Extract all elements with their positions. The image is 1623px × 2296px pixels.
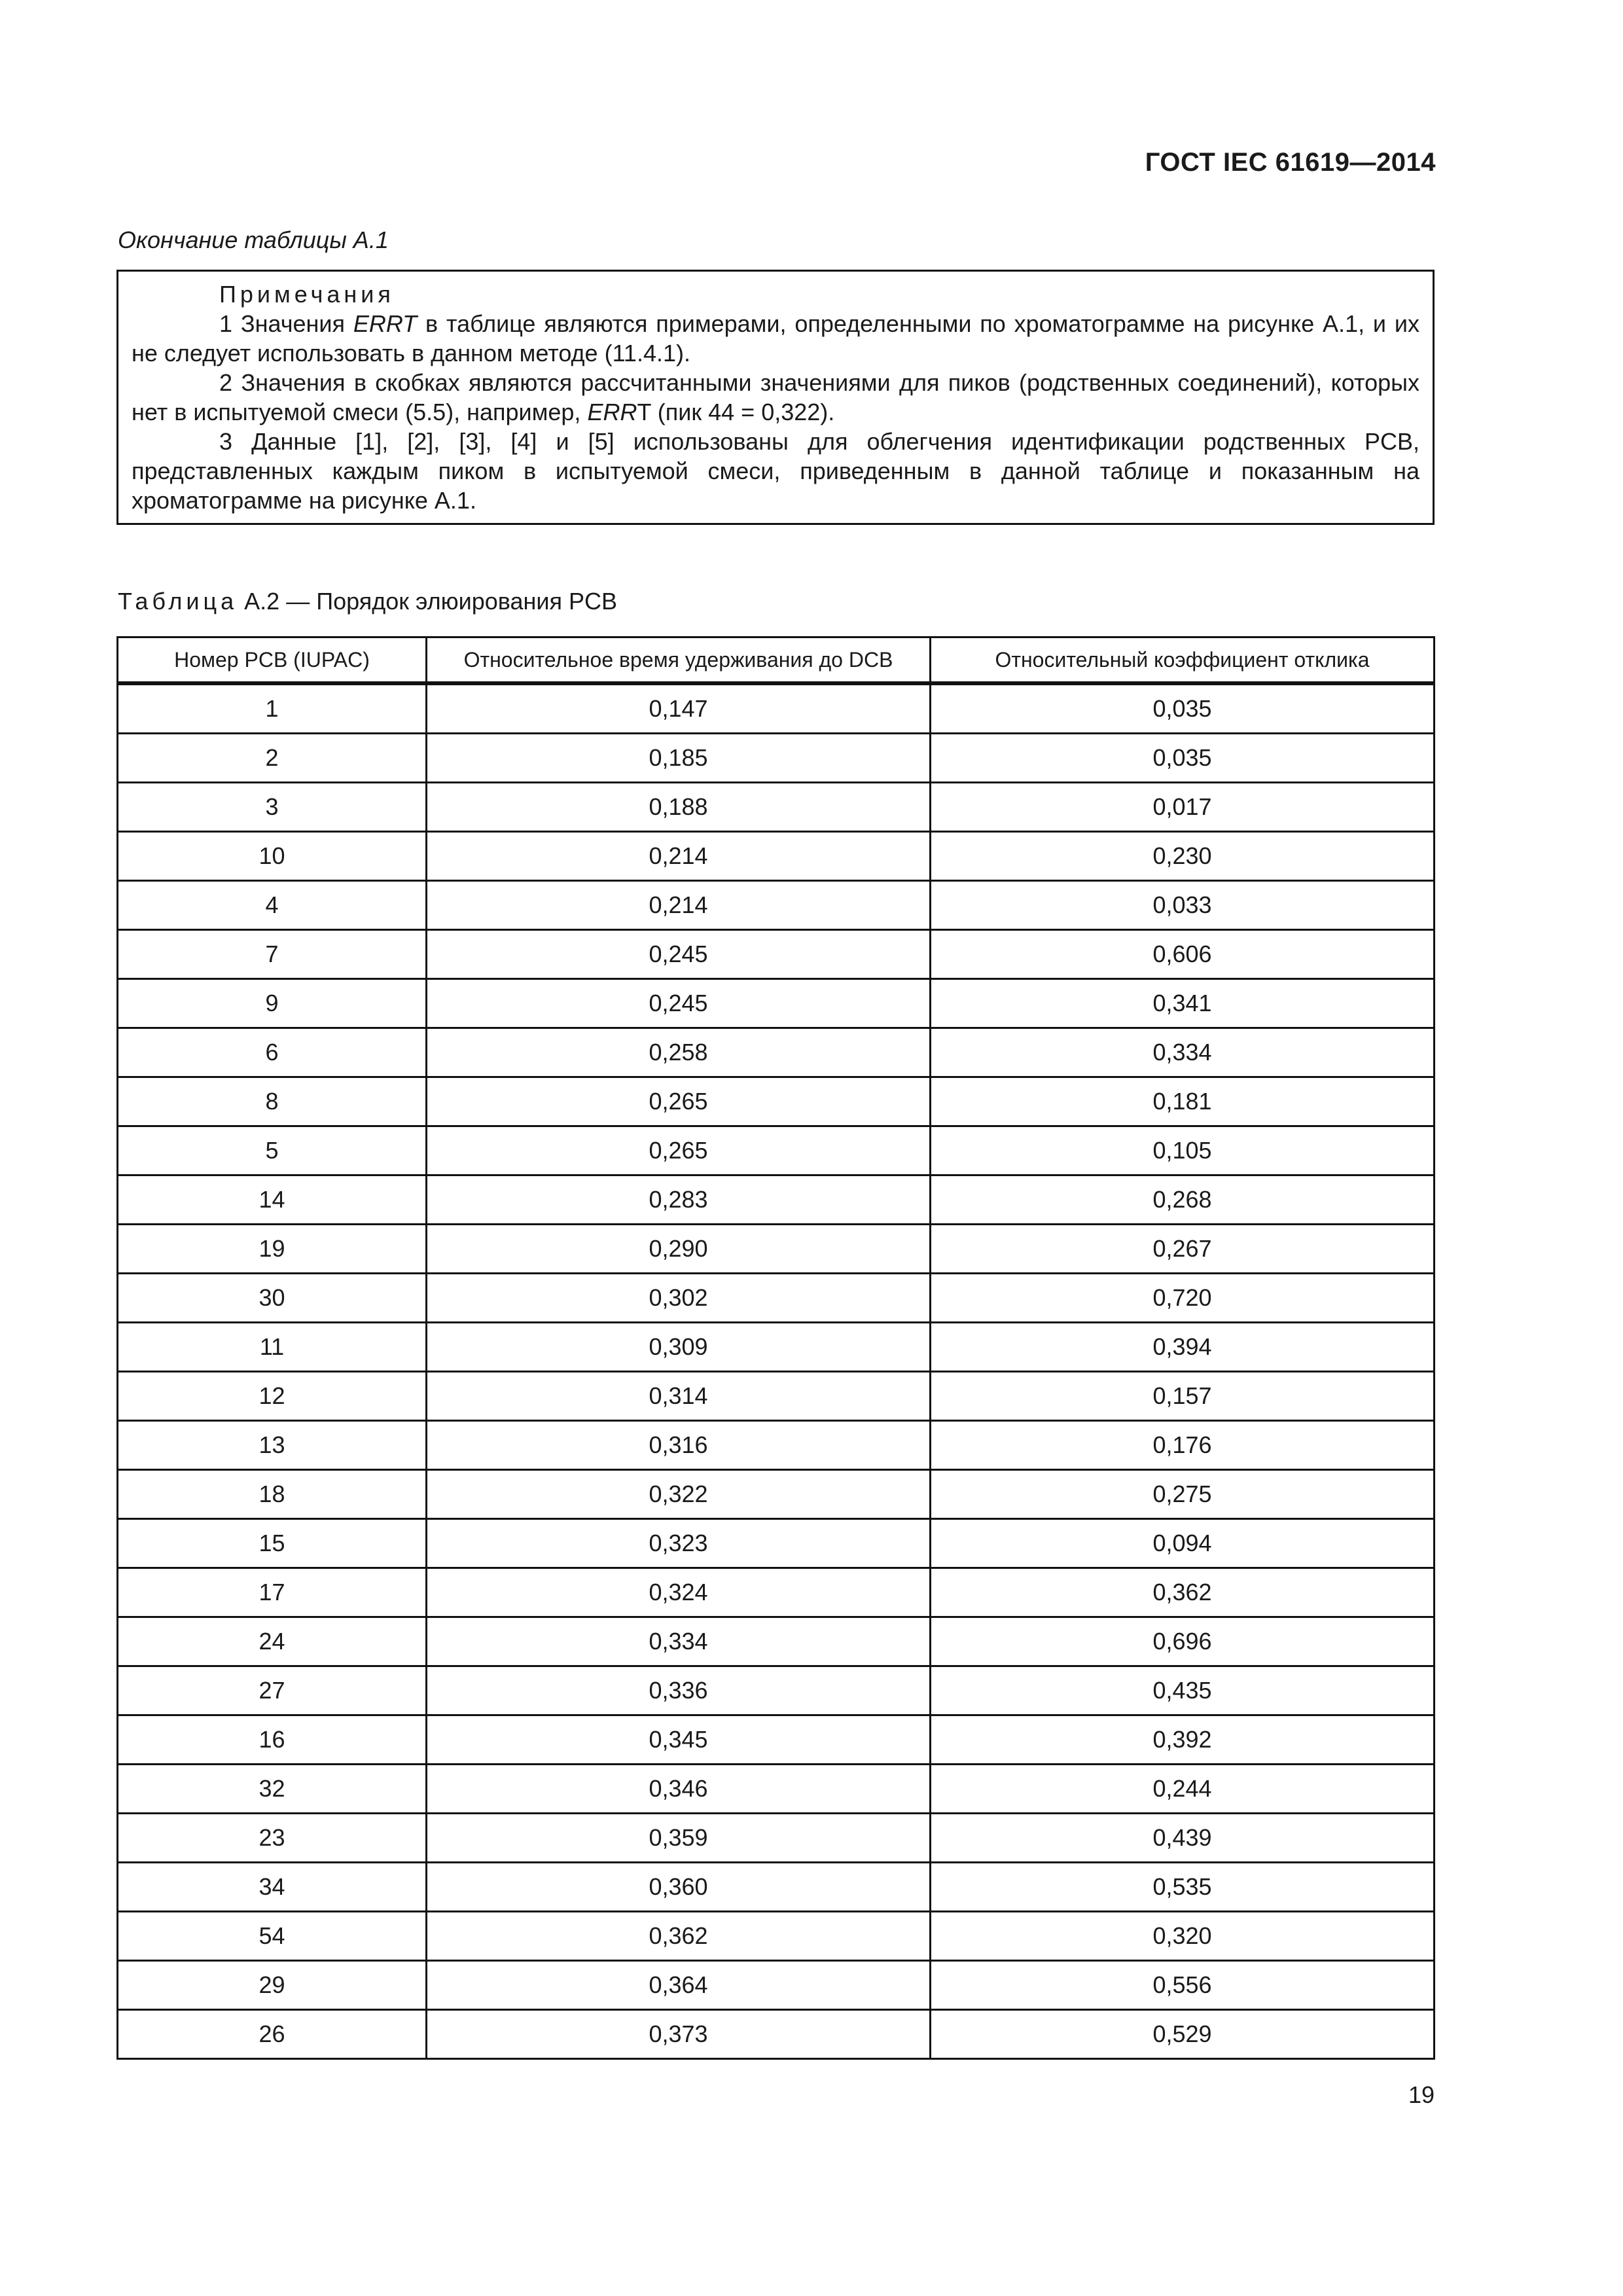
cell-response-factor: 0,230 xyxy=(931,832,1435,881)
note-item xyxy=(132,368,1419,427)
cell-pcb-number: 54 xyxy=(118,1912,427,1961)
table-row xyxy=(118,1715,1435,1765)
note-text: Данные [1], [2], [3], [4] и [5] использованы для облегчения идентификации родственных PCB, представленных каждым пиком в испытуемой смеси, приведенным в данной таблице и показанным на хроматограмме на рисунке А.1. xyxy=(132,428,1419,514)
cell-response-factor: 0,267 xyxy=(931,1225,1435,1274)
table-row xyxy=(118,1912,1435,1961)
table-row xyxy=(118,734,1435,783)
table-row xyxy=(118,783,1435,832)
cell-retention-time: 0,364 xyxy=(427,1961,931,2010)
cell-pcb-number: 27 xyxy=(118,1666,427,1715)
table-header-row xyxy=(118,637,1435,684)
cell-retention-time: 0,324 xyxy=(427,1568,931,1617)
cell-pcb-number: 14 xyxy=(118,1175,427,1225)
cell-retention-time: 0,346 xyxy=(427,1765,931,1814)
cell-response-factor: 0,017 xyxy=(931,783,1435,832)
cell-response-factor: 0,529 xyxy=(931,2010,1435,2059)
cell-response-factor: 0,268 xyxy=(931,1175,1435,1225)
cell-pcb-number: 23 xyxy=(118,1814,427,1863)
cell-response-factor: 0,094 xyxy=(931,1519,1435,1568)
cell-retention-time: 0,345 xyxy=(427,1715,931,1765)
cell-response-factor: 0,176 xyxy=(931,1421,1435,1470)
table-body xyxy=(118,683,1435,2059)
cell-retention-time: 0,245 xyxy=(427,930,931,979)
cell-pcb-number: 10 xyxy=(118,832,427,881)
cell-response-factor: 0,341 xyxy=(931,979,1435,1028)
standard-designation: ГОСТ IEC 61619—2014 xyxy=(1145,148,1436,177)
cell-response-factor: 0,334 xyxy=(931,1028,1435,1077)
cell-pcb-number: 32 xyxy=(118,1765,427,1814)
cell-retention-time: 0,185 xyxy=(427,734,931,783)
cell-retention-time: 0,373 xyxy=(427,2010,931,2059)
cell-pcb-number: 5 xyxy=(118,1126,427,1175)
cell-retention-time: 0,359 xyxy=(427,1814,931,1863)
cell-pcb-number: 12 xyxy=(118,1372,427,1421)
cell-retention-time: 0,360 xyxy=(427,1863,931,1912)
note-term: ERRT xyxy=(353,310,418,337)
table-row xyxy=(118,1617,1435,1666)
cell-response-factor: 0,244 xyxy=(931,1765,1435,1814)
table-row xyxy=(118,1470,1435,1519)
note-text-continued: T (пик 44 = 0,322). xyxy=(637,399,835,425)
note-term: ERR xyxy=(587,399,637,425)
cell-pcb-number: 2 xyxy=(118,734,427,783)
cell-retention-time: 0,316 xyxy=(427,1421,931,1470)
cell-retention-time: 0,334 xyxy=(427,1617,931,1666)
table-row xyxy=(118,979,1435,1028)
table-row xyxy=(118,1323,1435,1372)
cell-retention-time: 0,336 xyxy=(427,1666,931,1715)
notes-box xyxy=(116,270,1435,525)
cell-retention-time: 0,214 xyxy=(427,881,931,930)
cell-retention-time: 0,258 xyxy=(427,1028,931,1077)
cell-pcb-number: 1 xyxy=(118,683,427,734)
cell-response-factor: 0,696 xyxy=(931,1617,1435,1666)
cell-retention-time: 0,302 xyxy=(427,1274,931,1323)
cell-pcb-number: 15 xyxy=(118,1519,427,1568)
cell-retention-time: 0,322 xyxy=(427,1470,931,1519)
table-row xyxy=(118,881,1435,930)
cell-retention-time: 0,188 xyxy=(427,783,931,832)
cell-pcb-number: 17 xyxy=(118,1568,427,1617)
cell-response-factor: 0,035 xyxy=(931,683,1435,734)
table-caption-word: Таблица xyxy=(118,588,238,615)
cell-pcb-number: 13 xyxy=(118,1421,427,1470)
cell-pcb-number: 3 xyxy=(118,783,427,832)
table-row xyxy=(118,1175,1435,1225)
cell-response-factor: 0,320 xyxy=(931,1912,1435,1961)
cell-pcb-number: 11 xyxy=(118,1323,427,1372)
cell-response-factor: 0,157 xyxy=(931,1372,1435,1421)
cell-pcb-number: 18 xyxy=(118,1470,427,1519)
cell-pcb-number: 4 xyxy=(118,881,427,930)
table-row xyxy=(118,1274,1435,1323)
table-row xyxy=(118,1863,1435,1912)
cell-retention-time: 0,309 xyxy=(427,1323,931,1372)
table-row xyxy=(118,832,1435,881)
cell-pcb-number: 24 xyxy=(118,1617,427,1666)
table-row xyxy=(118,1814,1435,1863)
cell-response-factor: 0,606 xyxy=(931,930,1435,979)
table-row xyxy=(118,1372,1435,1421)
table-continuation-label: Окончание таблицы А.1 xyxy=(118,226,389,253)
cell-pcb-number: 16 xyxy=(118,1715,427,1765)
cell-retention-time: 0,214 xyxy=(427,832,931,881)
table-row xyxy=(118,1421,1435,1470)
cell-response-factor: 0,435 xyxy=(931,1666,1435,1715)
cell-retention-time: 0,362 xyxy=(427,1912,931,1961)
cell-response-factor: 0,392 xyxy=(931,1715,1435,1765)
note-item xyxy=(132,427,1419,515)
cell-pcb-number: 26 xyxy=(118,2010,427,2059)
cell-retention-time: 0,245 xyxy=(427,979,931,1028)
cell-response-factor: 0,181 xyxy=(931,1077,1435,1126)
cell-response-factor: 0,362 xyxy=(931,1568,1435,1617)
cell-retention-time: 0,314 xyxy=(427,1372,931,1421)
cell-retention-time: 0,290 xyxy=(427,1225,931,1274)
table-row xyxy=(118,1225,1435,1274)
table-row xyxy=(118,1568,1435,1617)
cell-response-factor: 0,439 xyxy=(931,1814,1435,1863)
cell-response-factor: 0,720 xyxy=(931,1274,1435,1323)
table-caption-title: А.2 — Порядок элюирования PCB xyxy=(244,588,617,615)
notes-heading: Примечания xyxy=(219,281,395,308)
table-row xyxy=(118,1519,1435,1568)
column-header-retention-time: Относительное время удерживания до DCB xyxy=(427,637,931,684)
cell-pcb-number: 19 xyxy=(118,1225,427,1274)
table-row xyxy=(118,930,1435,979)
cell-retention-time: 0,265 xyxy=(427,1077,931,1126)
page-number: 19 xyxy=(1408,2081,1435,2108)
table-row xyxy=(118,1028,1435,1077)
cell-response-factor: 0,033 xyxy=(931,881,1435,930)
cell-response-factor: 0,556 xyxy=(931,1961,1435,2010)
cell-response-factor: 0,394 xyxy=(931,1323,1435,1372)
cell-retention-time: 0,323 xyxy=(427,1519,931,1568)
cell-pcb-number: 34 xyxy=(118,1863,427,1912)
cell-retention-time: 0,147 xyxy=(427,683,931,734)
cell-response-factor: 0,035 xyxy=(931,734,1435,783)
cell-response-factor: 0,105 xyxy=(931,1126,1435,1175)
note-item xyxy=(132,309,1419,368)
table-caption xyxy=(118,588,617,615)
column-header-response-factor: Относительный коэффициент отклика xyxy=(931,637,1435,684)
table-row xyxy=(118,1126,1435,1175)
elution-order-table xyxy=(116,636,1435,2060)
note-number: 2 xyxy=(219,369,233,396)
column-header-pcb-number: Номер PCB (IUPAC) xyxy=(118,637,427,684)
note-text: Значения xyxy=(240,310,353,337)
cell-retention-time: 0,265 xyxy=(427,1126,931,1175)
cell-pcb-number: 7 xyxy=(118,930,427,979)
note-text-continued: в таблице являются примерами, определенными по хроматограмме на рисунке А.1, и их не следует использовать в данном методе (11.4.1). xyxy=(132,310,1419,367)
cell-response-factor: 0,275 xyxy=(931,1470,1435,1519)
cell-pcb-number: 9 xyxy=(118,979,427,1028)
table-row xyxy=(118,1077,1435,1126)
table-row xyxy=(118,1765,1435,1814)
notes-list xyxy=(132,309,1419,515)
note-number: 1 xyxy=(219,310,233,337)
note-text: Значения в скобках являются рассчитанными значениями для пиков (родственных соединений), которых нет в испытуемой смеси (5.5), например, xyxy=(132,369,1419,425)
table-row xyxy=(118,1961,1435,2010)
note-number: 3 xyxy=(219,428,233,455)
cell-pcb-number: 8 xyxy=(118,1077,427,1126)
cell-pcb-number: 29 xyxy=(118,1961,427,2010)
table-row xyxy=(118,683,1435,734)
table-row xyxy=(118,2010,1435,2059)
cell-response-factor: 0,535 xyxy=(931,1863,1435,1912)
cell-pcb-number: 30 xyxy=(118,1274,427,1323)
cell-pcb-number: 6 xyxy=(118,1028,427,1077)
cell-retention-time: 0,283 xyxy=(427,1175,931,1225)
table-row xyxy=(118,1666,1435,1715)
